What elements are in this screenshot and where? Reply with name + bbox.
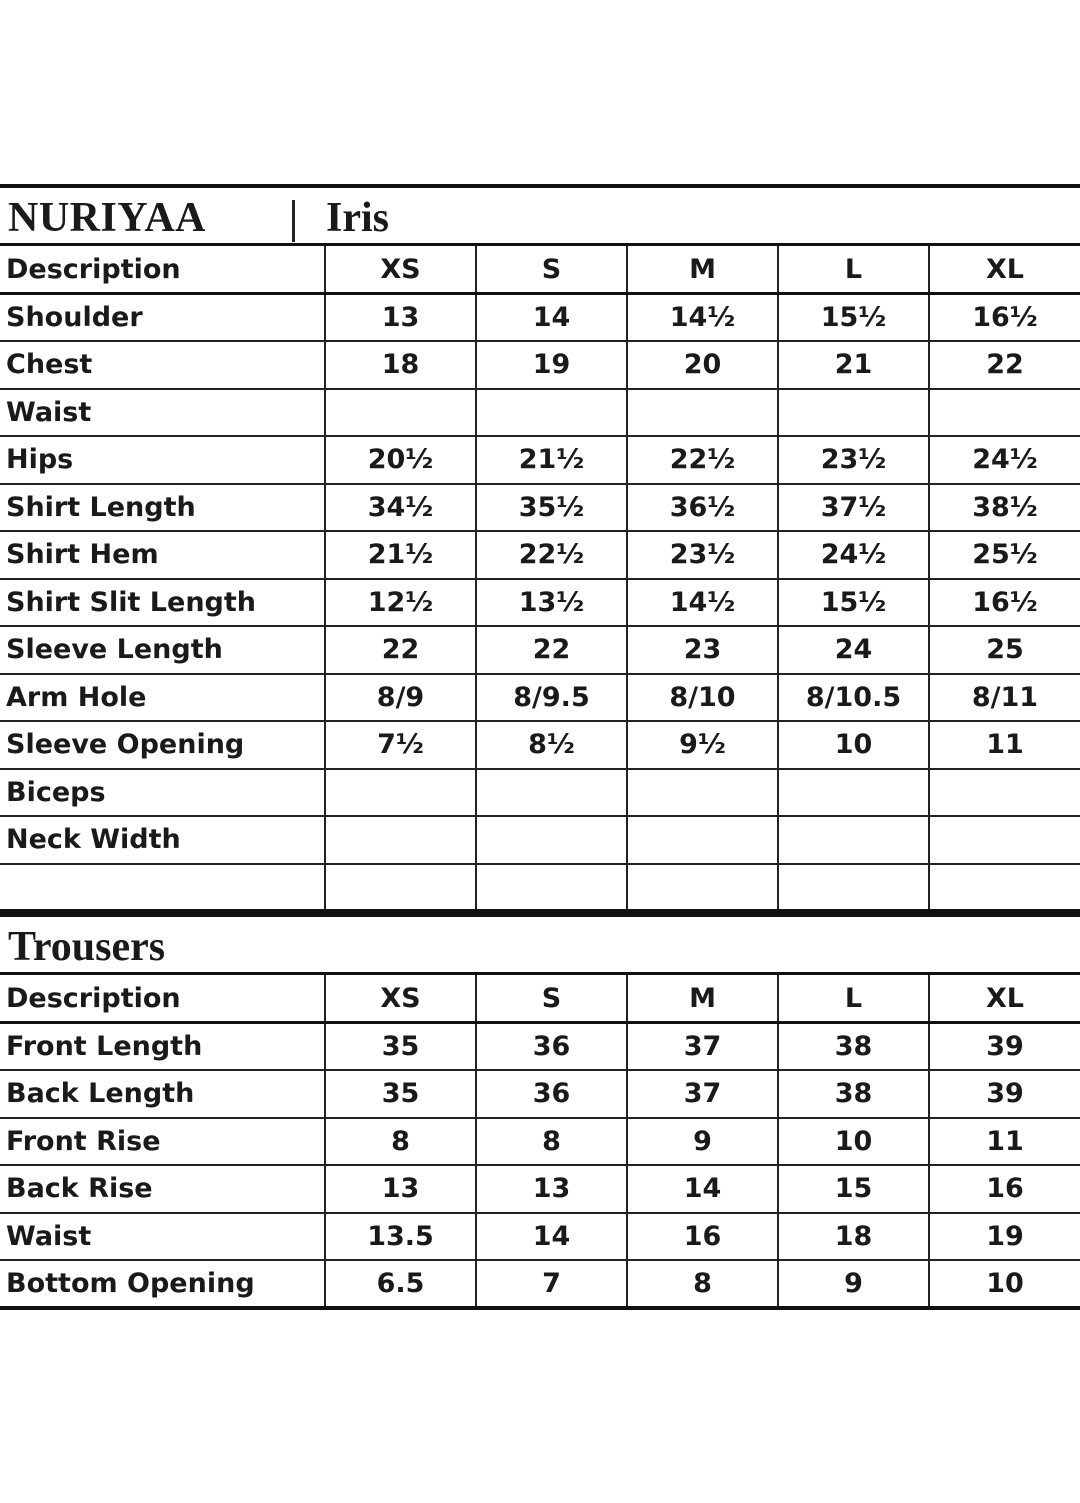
measurement-cell [778,864,929,912]
measurement-cell: 16 [627,1213,778,1261]
measurement-cell: 15 [778,1165,929,1213]
row-label: Bottom Opening [0,1260,325,1308]
measurement-cell: 13 [325,1165,476,1213]
row-label: Front Length [0,1023,325,1071]
description-header: Description [0,246,325,294]
size-header-s: S [476,975,627,1023]
description-header: Description [0,975,325,1023]
table-row [0,769,1080,817]
measurement-cell [627,816,778,864]
row-label: Sleeve Opening [0,721,325,769]
measurement-cell: 8 [325,1118,476,1166]
measurement-cell: 16½ [929,579,1080,627]
measurement-cell: 24½ [929,436,1080,484]
measurement-cell [325,389,476,437]
measurement-cell: 13 [325,294,476,342]
size-header-xl: XL [929,975,1080,1023]
measurement-cell: 13.5 [325,1213,476,1261]
measurement-cell [627,864,778,912]
measurement-cell: 24 [778,626,929,674]
measurement-cell: 22½ [476,531,627,579]
table-row [0,1260,1080,1308]
title-row [0,184,1080,246]
measurement-cell: 7½ [325,721,476,769]
measurement-cell [929,864,1080,912]
measurement-cell: 10 [778,721,929,769]
measurement-cell: 20½ [325,436,476,484]
size-header-xl: XL [929,246,1080,294]
size-header-m: M [627,246,778,294]
row-label: Biceps [0,769,325,817]
product-name: Iris [326,195,389,241]
table-row [0,484,1080,532]
measurement-cell: 14½ [627,294,778,342]
measurement-cell: 37½ [778,484,929,532]
size-header-m: M [627,975,778,1023]
measurement-cell: 9½ [627,721,778,769]
table-row [0,626,1080,674]
measurement-cell: 15½ [778,294,929,342]
table-row [0,674,1080,722]
shirt-header-row [0,246,1080,294]
measurement-cell: 8/11 [929,674,1080,722]
measurement-cell [476,864,627,912]
measurement-cell: 14 [476,1213,627,1261]
measurement-cell: 10 [778,1118,929,1166]
measurement-cell [929,389,1080,437]
measurement-cell [476,769,627,817]
measurement-cell: 15½ [778,579,929,627]
measurement-cell: 38 [778,1023,929,1071]
row-label: Neck Width [0,816,325,864]
measurement-cell [778,816,929,864]
row-label: Shirt Hem [0,531,325,579]
table-row [0,1070,1080,1118]
measurement-cell: 36 [476,1070,627,1118]
measurement-cell: 14½ [627,579,778,627]
table-row [0,436,1080,484]
row-label: Shirt Length [0,484,325,532]
measurement-cell: 34½ [325,484,476,532]
measurement-cell: 22 [476,626,627,674]
measurement-cell: 21½ [476,436,627,484]
row-label [0,864,325,912]
measurement-cell: 16 [929,1165,1080,1213]
measurement-cell: 19 [929,1213,1080,1261]
trousers-title: Trousers [8,924,166,970]
size-chart [0,184,1080,1310]
measurement-cell [325,816,476,864]
table-row [0,579,1080,627]
measurement-cell [476,389,627,437]
row-label: Back Length [0,1070,325,1118]
measurement-cell: 35 [325,1070,476,1118]
measurement-cell: 14 [476,294,627,342]
measurement-cell [325,769,476,817]
measurement-cell: 12½ [325,579,476,627]
measurement-cell: 14 [627,1165,778,1213]
measurement-cell [627,769,778,817]
table-row [0,1213,1080,1261]
measurement-cell: 37 [627,1023,778,1071]
measurement-cell [627,389,778,437]
measurement-cell: 39 [929,1023,1080,1071]
measurement-cell: 35 [325,1023,476,1071]
measurement-cell: 22 [325,626,476,674]
measurement-cell: 35½ [476,484,627,532]
size-header-l: L [778,975,929,1023]
trousers-table [0,975,1080,1310]
row-label: Hips [0,436,325,484]
measurement-cell: 21½ [325,531,476,579]
size-header-s: S [476,246,627,294]
brand-name: NURIYAA [8,195,206,241]
measurement-cell: 8/10 [627,674,778,722]
measurement-cell: 23 [627,626,778,674]
measurement-cell: 18 [778,1213,929,1261]
row-label: Back Rise [0,1165,325,1213]
row-label: Shoulder [0,294,325,342]
measurement-cell: 8/10.5 [778,674,929,722]
size-header-xs: XS [325,246,476,294]
measurement-cell: 8 [627,1260,778,1308]
measurement-cell: 20 [627,341,778,389]
measurement-cell: 36½ [627,484,778,532]
measurement-cell: 25½ [929,531,1080,579]
table-row [0,294,1080,342]
measurement-cell: 11 [929,721,1080,769]
measurement-cell: 13 [476,1165,627,1213]
measurement-cell: 8/9.5 [476,674,627,722]
measurement-cell: 18 [325,341,476,389]
trousers-header-row [0,975,1080,1023]
table-row [0,531,1080,579]
table-row [0,341,1080,389]
measurement-cell: 16½ [929,294,1080,342]
measurement-cell: 22 [929,341,1080,389]
measurement-cell: 7 [476,1260,627,1308]
measurement-cell [778,389,929,437]
table-row [0,721,1080,769]
measurement-cell: 21 [778,341,929,389]
row-label: Arm Hole [0,674,325,722]
measurement-cell: 9 [778,1260,929,1308]
measurement-cell [778,769,929,817]
title-divider [292,200,295,242]
row-label: Chest [0,341,325,389]
measurement-cell: 38 [778,1070,929,1118]
measurement-cell: 36 [476,1023,627,1071]
row-label: Waist [0,1213,325,1261]
row-label: Sleeve Length [0,626,325,674]
row-label: Waist [0,389,325,437]
measurement-cell: 22½ [627,436,778,484]
shirt-table [0,246,1080,913]
measurement-cell [476,816,627,864]
table-row [0,1165,1080,1213]
measurement-cell: 37 [627,1070,778,1118]
measurement-cell: 24½ [778,531,929,579]
measurement-cell: 8½ [476,721,627,769]
row-label: Front Rise [0,1118,325,1166]
measurement-cell: 19 [476,341,627,389]
row-label: Shirt Slit Length [0,579,325,627]
measurement-cell: 23½ [778,436,929,484]
measurement-cell [929,769,1080,817]
table-row [0,389,1080,437]
size-header-l: L [778,246,929,294]
measurement-cell: 9 [627,1118,778,1166]
measurement-cell [929,816,1080,864]
table-row [0,816,1080,864]
table-row [0,1023,1080,1071]
measurement-cell: 10 [929,1260,1080,1308]
measurement-cell: 8/9 [325,674,476,722]
measurement-cell: 38½ [929,484,1080,532]
measurement-cell: 23½ [627,531,778,579]
measurement-cell: 8 [476,1118,627,1166]
measurement-cell: 11 [929,1118,1080,1166]
table-row [0,864,1080,912]
trousers-section-title [0,913,1080,975]
measurement-cell: 39 [929,1070,1080,1118]
table-row [0,1118,1080,1166]
size-header-xs: XS [325,975,476,1023]
measurement-cell: 6.5 [325,1260,476,1308]
measurement-cell: 25 [929,626,1080,674]
measurement-cell: 13½ [476,579,627,627]
measurement-cell [325,864,476,912]
